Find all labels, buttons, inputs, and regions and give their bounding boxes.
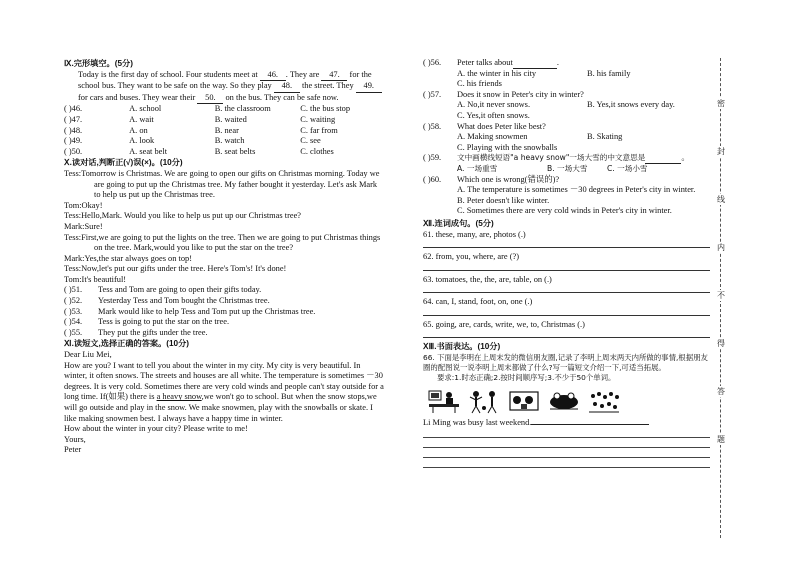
dialogue-line: Tess:Tomorrow is Christmas. We are going to open our gifts on Christmas morning. Today we are going to put up the Christmas tree. My father bought it yesterday. Let's ask Mark to help us put up the Christmas tree. — [64, 168, 380, 200]
dialogue-line: Tess:Now,let's put our gifts under the tree. Here's Tom's! It's done! — [64, 264, 287, 274]
seal-char: 答 — [714, 386, 728, 397]
dialogue-line: Tom:It's beautiful! — [64, 274, 127, 284]
judge-item: ( )51. Tess and Tom are going to open their gifts today. — [64, 285, 262, 295]
cooking-picture — [507, 388, 541, 414]
seal-char: 得 — [714, 338, 728, 349]
seal-char: 题 — [714, 434, 728, 445]
cloze-passage: Today is the first day of school. Four students meet at 46. . They are 47. for the school bus. They want to be safe on the way. So they play 48. the street. They 49. for cars and buses. They wear their 50. on the bus. They can be safe now. — [64, 70, 384, 105]
writing-line[interactable] — [423, 448, 710, 458]
answer-line[interactable] — [423, 247, 710, 248]
sentence-item: 63. tomatoes, the, the, are, table, on (.) — [423, 275, 710, 294]
question-57: ( )57. Does it snow in Peter's city in winter? A. No,it never snows. B. Yes,it snows every day. C. Yes,it often snows. — [423, 89, 675, 120]
sentence-item: 62. from, you, where, are (?) — [423, 252, 710, 271]
section-12-title: Ⅻ.连词成句。(5分) — [423, 218, 494, 228]
reading-picture — [427, 388, 461, 414]
question-58: ( )58. What does Peter like best? A. Making snowmen B. Skating C. Playing with the snowballs — [423, 121, 623, 152]
question-59: ( )59. 文中画横线短语"a heavy snow"一场大雪的中文意思是 。 A. 一场重雪 B. 一场大雪 C. 一场小雪 — [423, 153, 690, 173]
option-row: ( )46. A. school B. the classroom C. the bus stop — [64, 104, 351, 114]
writing-line-first[interactable] — [531, 424, 649, 425]
cloze-options — [64, 104, 384, 157]
blank-50[interactable]: 50. — [197, 93, 223, 105]
sentence-item: 61. these, many, are, photos (.) — [423, 230, 710, 249]
writing-line[interactable] — [423, 438, 710, 448]
right-column — [423, 58, 710, 468]
answer-blank[interactable] — [513, 58, 557, 69]
answer-line[interactable] — [423, 292, 710, 293]
section-13-title: ⅩⅢ.书面表达。(10分) — [423, 342, 501, 352]
option-row: ( )50. A. seat belt B. seat belts C. clothes — [64, 146, 334, 156]
seal-char: 内 — [714, 242, 728, 253]
seal-char: 密 — [714, 98, 728, 109]
option-row: ( )48. A. on B. near C. far from — [64, 125, 338, 135]
seal-char: 线 — [714, 194, 728, 205]
judge-item: ( )52. Yesterday Tess and Tom bought the Christmas tree. — [64, 296, 270, 306]
writing-prompt: 66. 下面是李明在上周末发的微信朋友圈,记录了李明上周末两天内所做的事情,根据朋友圈的配图说一说李明上周末都做了什么?写一篇短文介绍一下,可适当拓展。 — [423, 353, 708, 373]
table-tennis-picture — [547, 388, 581, 414]
sentence-item: 64. can, I, stand, foot, on, one (.) — [423, 297, 710, 316]
dialogue-line: Tess:Hello,Mark. Would you like to help us put up our Christmas tree? — [64, 211, 302, 221]
answer-blank[interactable] — [645, 153, 681, 164]
writing-line[interactable] — [423, 458, 710, 468]
dialogue — [64, 169, 384, 286]
judge-item: ( )55. They put the gifts under the tree. — [64, 327, 208, 337]
seal-char: 不 — [714, 290, 728, 301]
sentence-item: 65. going, are, cards, write, we, to, Christmas (.) — [423, 320, 710, 339]
dialogue-line: Tess:First,we are going to put the lights on the tree. Then we are going to put Christmas things on the tree. Mark,would you like to put the star on the tree? — [64, 232, 381, 253]
judge-items — [64, 285, 384, 338]
blank-49[interactable]: 49. — [356, 81, 382, 93]
letter-sign-off: Yours, — [64, 434, 86, 444]
section-11-title: Ⅺ.读短文,选择正确的答案。(10分) — [64, 339, 189, 349]
sentence-items — [423, 230, 710, 339]
answer-line[interactable] — [423, 270, 710, 271]
dialogue-line: Tom:Okay! — [64, 200, 103, 210]
section-10-title: Ⅹ.读对话,判断正(√)误(×)。(10分) — [64, 158, 183, 168]
question-60: ( )60. Which one is wrong(错误的)? A. The temperature is sometimes －30 degrees in Peter's city in winter. B. Peter doesn't like winter. C. Sometimes there are very cold winds in Peter's city in winter. — [423, 174, 696, 216]
writing-line[interactable] — [423, 428, 710, 438]
heavy-snow-phrase: a heavy snow — [156, 392, 202, 402]
letter-body: How are you? I want to tell you about the winter in my city. My city is very beautiful. In winter, it often snows. The streets and houses are all white. The temperature is sometimes －30 degrees. It is very cold. Sometimes there are very cold winds and people can't stay outside for a long time. If(如果) there is a heavy snow,we won't go to school. But when the snow stops,we will go outside and play in the snow. We make snowmen, play with the snowballs or skate. I like making snowmen best. I always have a happy time in winter. — [64, 360, 384, 423]
judge-item: ( )53. Mark would like to help Tess and Tom put up the Christmas tree. — [64, 306, 316, 316]
answer-line[interactable] — [423, 315, 710, 316]
blank-46[interactable]: 46. — [260, 70, 286, 82]
left-column — [64, 58, 384, 456]
crowd-picture — [587, 388, 621, 414]
dialogue-line: Mark:Yes,the star always goes on top! — [64, 253, 193, 263]
writing-requirements: 要求:1.时态正确;2.按时间顺序写;3.不少于50个单词。 — [437, 373, 616, 383]
blank-47[interactable]: 47. — [321, 70, 347, 82]
blank-48[interactable]: 48. — [274, 81, 300, 93]
writing-start: Li Ming was busy last weekend. — [423, 417, 532, 427]
section-9-title: Ⅸ.完形填空。(5分) — [64, 59, 133, 68]
option-row: ( )47. A. wait B. waited C. waiting — [64, 114, 336, 124]
judge-item: ( )54. Tess is going to put the star on the tree. — [64, 317, 230, 327]
letter — [64, 350, 384, 456]
seal-line — [714, 58, 728, 538]
option-row: ( )49. A. look B. watch C. see — [64, 136, 321, 146]
weekend-pictures — [427, 388, 710, 414]
answer-line[interactable] — [423, 337, 710, 338]
dialogue-line: Mark:Sure! — [64, 221, 103, 231]
letter-signature: Peter — [64, 445, 82, 455]
playing-picture — [467, 388, 501, 414]
letter-greeting: Dear Liu Mei, — [64, 350, 112, 360]
letter-closing-question: How about the winter in your city? Please write to me! — [64, 424, 248, 434]
question-56: ( )56. Peter talks about . A. the winter in his city B. his family C. his friends — [423, 58, 631, 89]
seal-char: 封 — [714, 146, 728, 157]
